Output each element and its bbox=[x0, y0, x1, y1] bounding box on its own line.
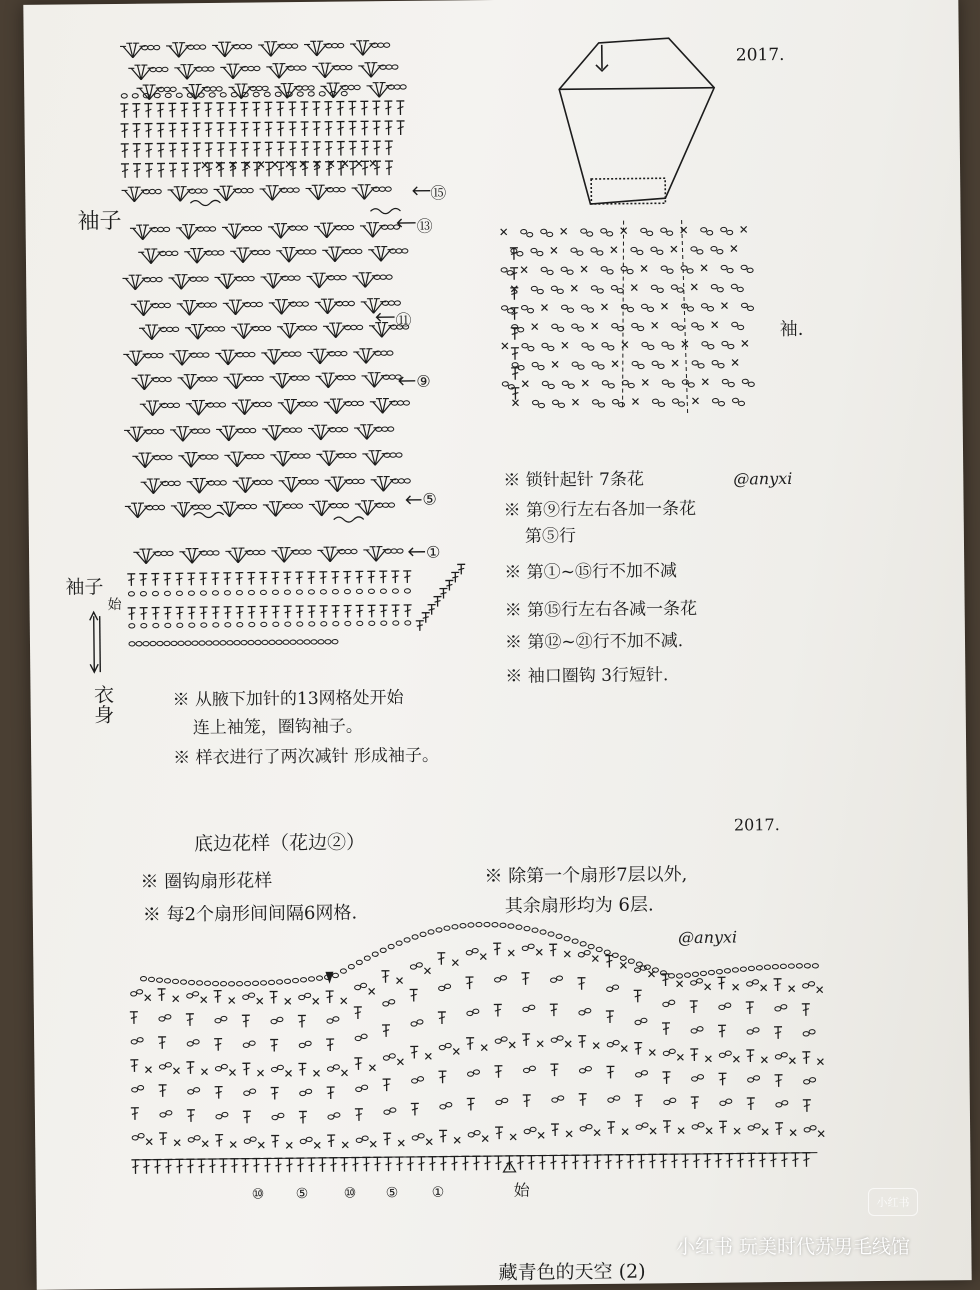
note-bottom-left-2: ※ 每2个扇形间间隔6网格. bbox=[143, 898, 358, 926]
note-right-5: ※ 第⑮行左右各减一条花 bbox=[505, 594, 698, 621]
cuff-stitch-chart bbox=[501, 219, 755, 415]
note-right-2: ※ 第⑨行左右各加一条花 bbox=[503, 494, 696, 521]
bottom-num-10b: ⑩ bbox=[344, 1186, 357, 1202]
start-mark: 始 bbox=[107, 594, 121, 614]
author-2: @anyxi bbox=[678, 928, 737, 948]
sleeve-right-label: 袖. bbox=[780, 315, 804, 341]
note-right-6: ※ 第⑫~㉑行不加不减. bbox=[505, 626, 683, 653]
watermark-text: 小红书 玩美时代苏男毛线馆 bbox=[676, 1232, 910, 1259]
note-right-1: ※ 锁针起针 7条花 bbox=[503, 464, 644, 490]
sleeve-side-label: 袖子 bbox=[65, 572, 103, 599]
bottom-num-5a: ⑤ bbox=[296, 1186, 309, 1202]
note-left-3: ※ 样衣进行了两次减针 形成袖子。 bbox=[173, 741, 439, 769]
bottom-num-5b: ⑤ bbox=[386, 1185, 399, 1201]
note-bottom-right-1: ※ 除第一个扇形7层以外, bbox=[484, 860, 687, 888]
sleeve-stitch-chart bbox=[120, 40, 466, 646]
bottom-num-10a: ⑩ bbox=[252, 1186, 265, 1202]
row-num-11: ⑪ bbox=[395, 308, 411, 331]
note-left-2: 连上袖笼，圈钩袖子。 bbox=[193, 711, 363, 738]
watermark-badge: 小红书 bbox=[868, 1188, 918, 1216]
footer-title: 藏青色的天空 (2) bbox=[498, 1256, 645, 1285]
note-right-3: 第⑤行 bbox=[525, 521, 576, 547]
sleeve-label: 袖子 bbox=[77, 204, 121, 235]
year-mid: 2017. bbox=[734, 815, 780, 834]
bottom-num-1: ① bbox=[432, 1185, 445, 1201]
row-num-9: ⑨ bbox=[416, 372, 431, 391]
note-left-1: ※ 从腋下加针的13网格处开始 bbox=[172, 683, 403, 710]
section-title: 底边花样（花边②） bbox=[194, 827, 365, 856]
author-1: @anyxi bbox=[733, 469, 792, 489]
crochet-charts bbox=[23, 0, 971, 1290]
note-right-7: ※ 袖口圈钩 3行短针. bbox=[505, 660, 668, 687]
note-bottom-right-2: 其余扇形均为 6层. bbox=[505, 890, 654, 918]
year-top: 2017. bbox=[736, 45, 785, 66]
start-mark-bottom: 始 bbox=[514, 1178, 530, 1201]
note-bottom-left-1: ※ 圈钩扇形花样 bbox=[140, 866, 272, 893]
row-num-5: ⑤ bbox=[422, 490, 437, 509]
row-num-1: ① bbox=[426, 543, 441, 562]
sleeve-shape-sketch bbox=[559, 38, 716, 205]
hem-stitch-chart bbox=[129, 919, 825, 1176]
pattern-sheet bbox=[23, 0, 971, 1290]
note-right-4: ※ 第①~⑮行不加不减 bbox=[504, 556, 677, 583]
row-num-13: ⑬ bbox=[417, 214, 433, 237]
body-label: 衣身 bbox=[88, 684, 117, 724]
row-num-15: ⑮ bbox=[430, 181, 446, 204]
